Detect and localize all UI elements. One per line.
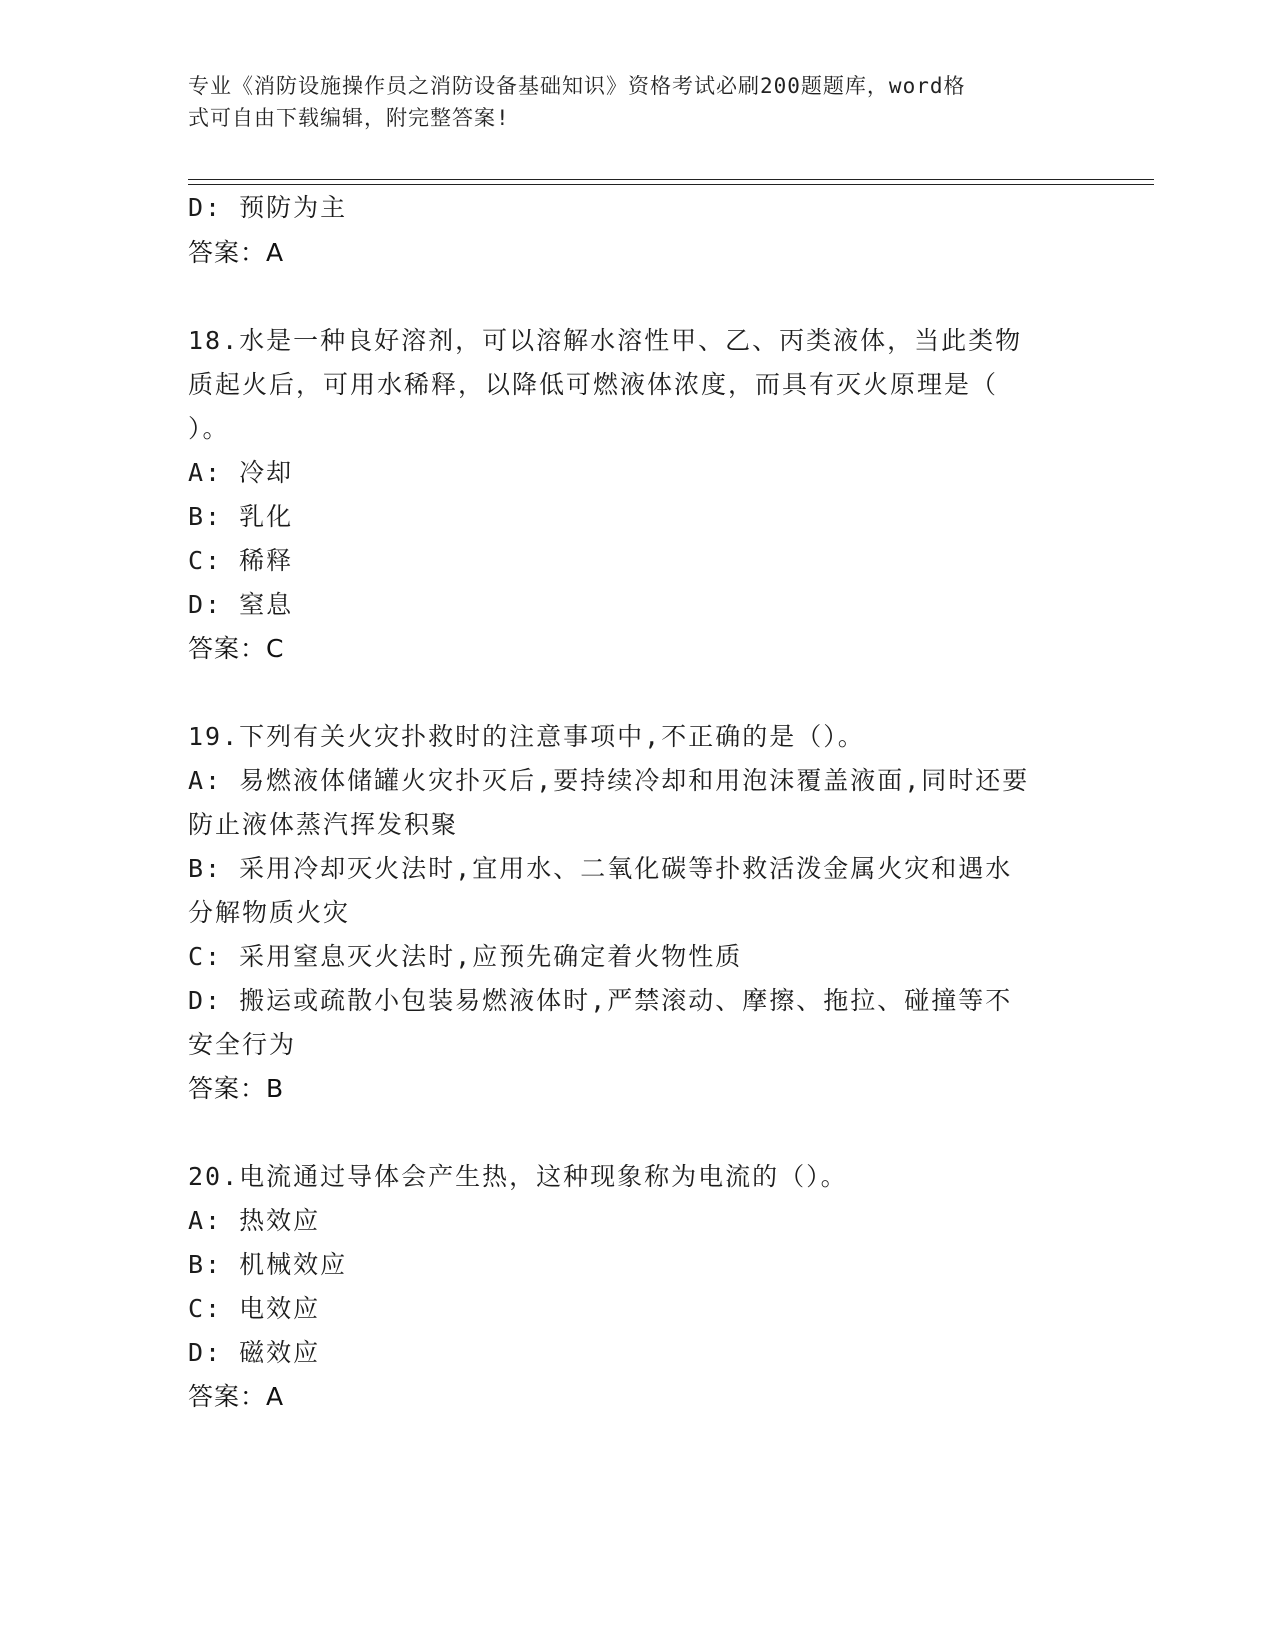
q19-option-a-line1: A: 易燃液体储罐火灾扑灭后,要持续冷却和用泡沫覆盖液面,同时还要 — [188, 766, 1030, 795]
q20-stem: 20.电流通过导体会产生热，这种现象称为电流的（）。 — [188, 1162, 848, 1191]
q18-answer: 答案：C — [188, 634, 285, 663]
q18-option-c: C: 稀释 — [188, 546, 294, 575]
q20-option-a: A: 热效应 — [188, 1206, 321, 1235]
q18-stem-line2: 质起火后，可用水稀释，以降低可燃液体浓度，而具有灭火原理是（ — [188, 370, 999, 399]
q20-option-c: C: 电效应 — [188, 1294, 321, 1323]
q19-option-b-line2: 分解物质火灾 — [188, 898, 351, 927]
q18-stem-line3: ）。 — [188, 414, 230, 443]
q19-stem: 19.下列有关火灾扑救时的注意事项中,不正确的是（）。 — [188, 722, 865, 751]
q19-option-d-line2: 安全行为 — [188, 1030, 297, 1059]
q18-stem-line1: 18.水是一种良好溶剂，可以溶解水溶性甲、乙、丙类液体，当此类物 — [188, 326, 1023, 355]
q19-option-c: C: 采用窒息灭火法时,应预先确定着火物性质 — [188, 942, 743, 971]
q19-answer: 答案：B — [188, 1074, 285, 1103]
header-divider-top — [188, 179, 1154, 180]
q20-option-b: B: 机械效应 — [188, 1250, 348, 1279]
q18-option-b: B: 乳化 — [188, 502, 294, 531]
header-divider-bottom — [188, 184, 1154, 185]
q17-answer: 答案：A — [188, 238, 285, 267]
header-title-line2: 式可自由下载编辑，附完整答案! — [188, 106, 510, 130]
q20-answer: 答案：A — [188, 1382, 285, 1411]
document-header — [188, 70, 1088, 134]
q18-option-d: D: 窒息 — [188, 590, 294, 619]
q19-option-b-line1: B: 采用冷却灭火法时,宜用水、二氧化碳等扑救活泼金属火灾和遇水 — [188, 854, 1013, 883]
q17-option-d: D: 预防为主 — [188, 193, 348, 222]
q20-option-d: D: 磁效应 — [188, 1338, 321, 1367]
q19-option-d-line1: D: 搬运或疏散小包装易燃液体时,严禁滚动、摩擦、拖拉、碰撞等不 — [188, 986, 1013, 1015]
header-title-line1: 专业《消防设施操作员之消防设备基础知识》资格考试必刷200题题库，word格 — [188, 74, 966, 98]
q19-option-a-line2: 防止液体蒸汽挥发积聚 — [188, 810, 459, 839]
q18-option-a: A: 冷却 — [188, 458, 294, 487]
